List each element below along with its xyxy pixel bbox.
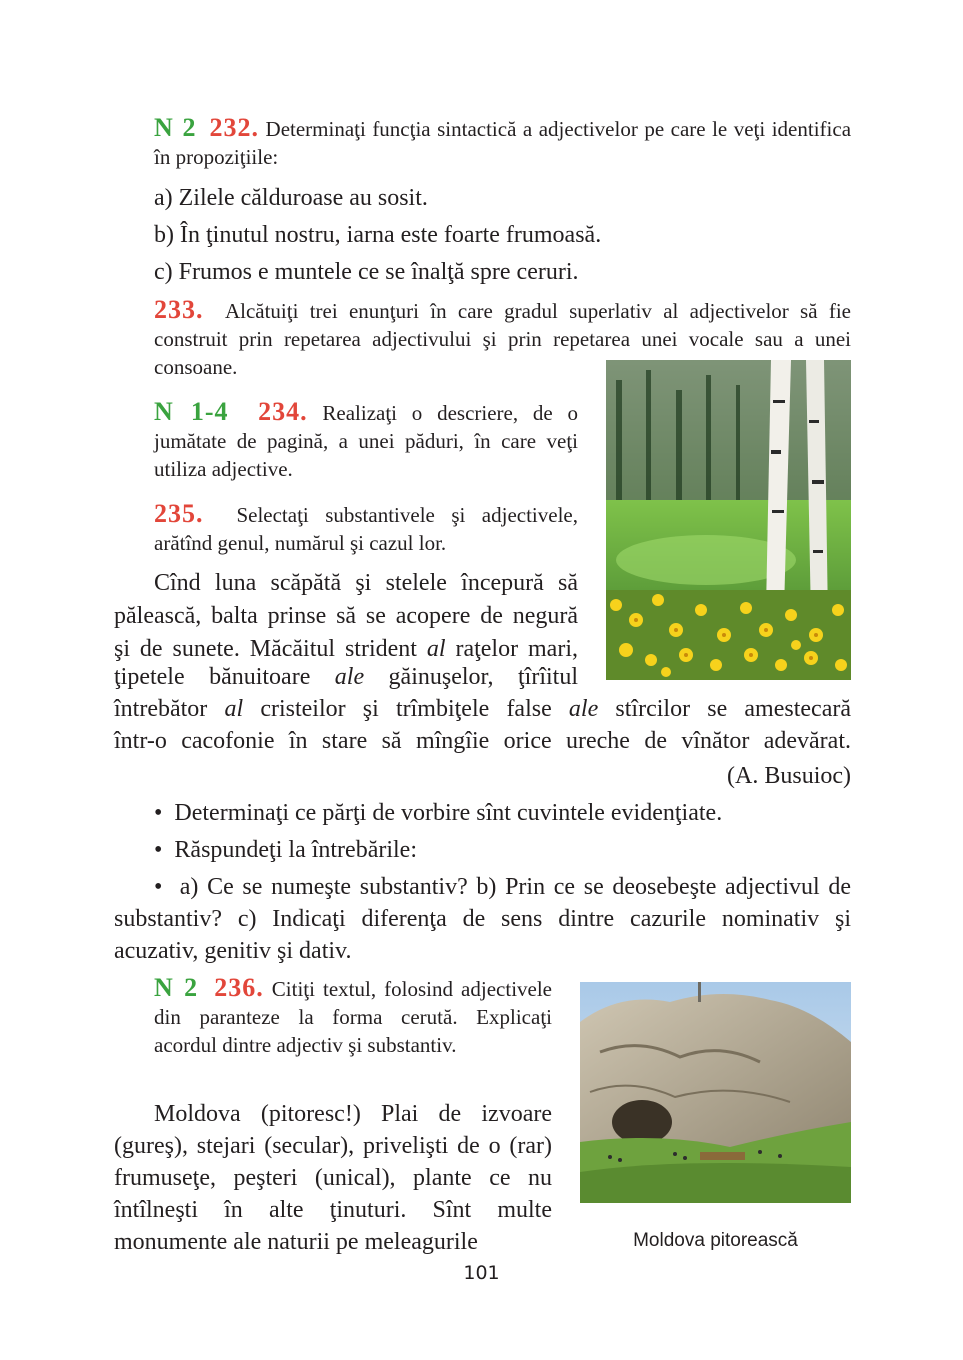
list-item: a) Zilele călduroase au sosit.	[154, 185, 428, 211]
exercise-instruction: Selectaţi substantivele şi adjectivele, arătînd genul, numărul şi cazul lor.	[154, 503, 578, 555]
highlighted-word: ale	[568, 696, 599, 722]
highlighted-word: al	[426, 636, 446, 662]
exercise-instruction: Determinaţi funcţia sintactică a adjectivelor pe care le veţi identifica în propoziţiile:	[154, 117, 852, 169]
level-tag: N 2	[154, 113, 197, 142]
bullet-icon: •	[154, 837, 163, 863]
highlighted-word: al	[224, 696, 244, 722]
passage-line: într-o cacofonie în stare să mîngîie orice ureche de vînător adevărat.	[114, 728, 851, 754]
exercise-number: 233.	[154, 295, 204, 324]
exercise-instruction: Alcătuiţi trei enunţuri în care gradul superlativ al adjectivelor să fie construit prin repetarea adjectivului şi prin repetarea unei vocale sau a unei consoane.	[154, 299, 851, 379]
exercise-234	[154, 398, 578, 483]
exercise-instruction: Realizaţi o descriere, de o jumătate de pagină, a unei păduri, în care veţi utiliza adjective.	[154, 401, 579, 481]
author-attribution: (A. Busuioc)	[727, 763, 851, 789]
bullet-item: • Determinaţi ce părţi de vorbire sînt cuvintele evidenţiate.	[154, 800, 723, 826]
limestone-cliff-photo	[580, 982, 851, 1203]
list-item: c) Frumos e muntele ce se înalţă spre ceruri.	[154, 259, 579, 285]
highlighted-word: ale	[334, 664, 365, 690]
passage-line: întrebător al cristeilor şi trîmbiţele false ale stîrcilor se amestecară	[114, 696, 851, 722]
exercise-instruction: Citiţi textul, folosind adjectivele din paranteze la forma cerută. Explicaţi acordul dintre adjectiv şi substantiv.	[154, 977, 552, 1057]
bullet-item: • Răspundeţi la întrebările:	[154, 837, 417, 863]
passage-line: ţipetele bănuitoare ale găinuşelor, ţîrîitul	[114, 664, 578, 690]
birch-forest-photo	[606, 360, 851, 680]
exercise-235	[154, 500, 578, 557]
passage-line: Cînd luna scăpătă şi stelele începură să	[154, 570, 578, 596]
exercise-232	[154, 114, 851, 171]
exercise-number: 232.	[209, 113, 260, 142]
bullet-icon: •	[154, 800, 163, 826]
exercise-number: 236.	[214, 973, 264, 1002]
passage-line: şi de sunete. Măcăitul strident al raţelor mari,	[114, 636, 578, 662]
level-tag: N 1-4	[154, 397, 229, 426]
forest-icon	[606, 360, 851, 680]
passage-line: pălească, balta prinse să se acopere de negură	[114, 603, 578, 629]
image-caption: Moldova pitorească	[633, 1230, 798, 1251]
exercise-236	[154, 974, 552, 1059]
exercise-number: 235.	[154, 499, 204, 528]
list-item: b) În ţinutul nostru, iarna este foarte frumoasă.	[154, 222, 602, 248]
page-number: 101	[463, 1262, 500, 1284]
cliff-icon	[580, 982, 851, 1203]
exercise-number: 234.	[258, 397, 308, 426]
bullet-icon: •	[154, 874, 163, 900]
level-tag: N 2	[154, 973, 199, 1002]
bullet-item: • a) Ce se numeşte substantiv? b) Prin ce se deosebeşte adjectivul de substantiv? c) Indicaţi diferenţa de sens dintre cazurile nominativ şi acuzativ, genitiv şi dativ.	[114, 874, 851, 964]
passage-text: Moldova (pitoresc!) Plai de izvoare (gureş), stejari (secular), privelişti de o (rar) frumuseţe, peşteri (unical), plante ce nu întîlneşti în alte ţinuturi. Sînt multe monumente ale naturii pe meleagurile	[114, 1101, 552, 1255]
